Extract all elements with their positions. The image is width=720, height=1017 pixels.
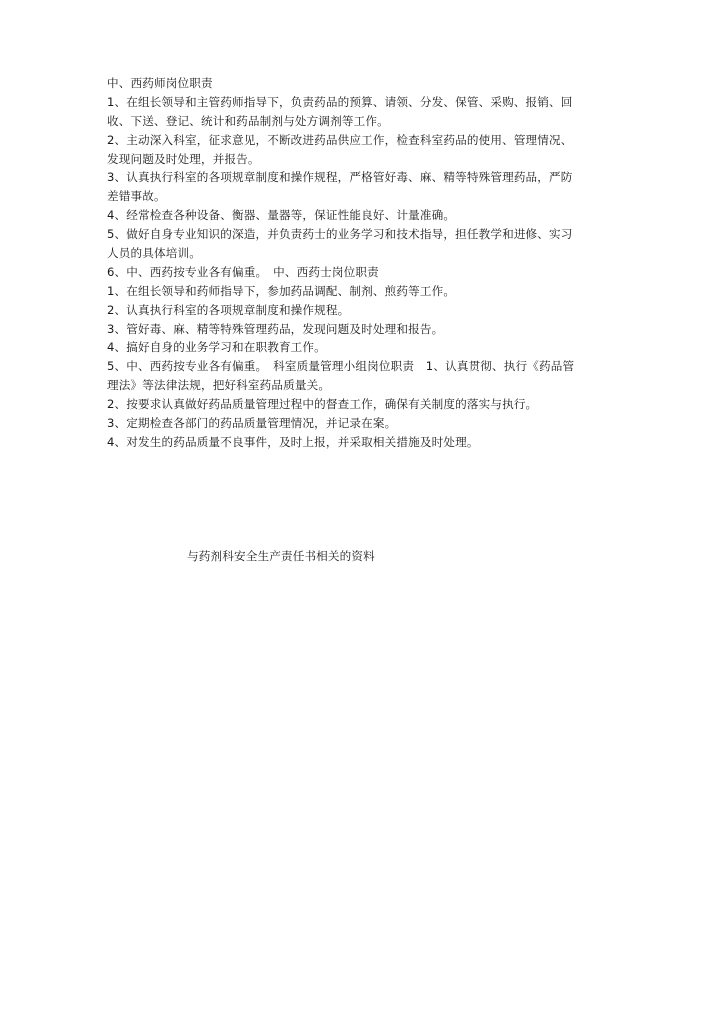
text-line: 5、中、西药按专业各有偏重。 科室质量管理小组岗位职责 1、认真贯彻、执行《药品管 <box>107 359 575 374</box>
section-heading: 中、西药师岗位职责 <box>107 76 213 90</box>
text-line: 4、搞好自身的业务学习和在职教育工作。 <box>107 340 326 355</box>
text-line: 2、认真执行科室的各项规章制度和操作规程。 <box>107 302 350 317</box>
text-line: 3、定期检查各部门的药品质量管理情况，并记录在案。 <box>107 416 397 431</box>
text-line: 4、对发生的药品质量不良事件，及时上报，并采取相关措施及时处理。 <box>107 434 479 449</box>
text-line: 3、管好毒、麻、精等特殊管理药品，发现问题及时处理和报告。 <box>107 321 444 336</box>
text-line: 4、经常检查各种设备、衡器、量器等，保证性能良好、计量准确。 <box>107 208 456 223</box>
text-line: 5、做好自身专业知识的深造，并负责药士的业务学习和技术指导，担任教学和进修、实习 <box>107 227 573 242</box>
text-line: 2、主动深入科室，征求意见，不断改进药品供应工作，检查科室药品的使用、管理情况、 <box>107 132 573 147</box>
text-line: 1、在组长领导和药师指导下，参加药品调配、制剂、煎药等工作。 <box>107 283 456 298</box>
text-line: 人员的具体培训。 <box>107 246 201 261</box>
text-line: 3、认真执行科室的各项规章制度和操作规程，严格管好毒、麻、精等特殊管理药品，严防 <box>107 170 573 185</box>
document-body <box>107 74 627 452</box>
related-materials-title: 与药剂科安全生产责任书相关的资料 <box>187 549 375 563</box>
text-line: 1、在组长领导和主管药师指导下，负责药品的预算、请领、分发、保管、采购、报销、回 <box>107 94 573 109</box>
text-line: 差错事故。 <box>107 189 166 204</box>
text-line: 发现问题及时处理，并报告。 <box>107 151 260 166</box>
text-line: 收、下送、登记、统计和药品制剂与处方调剂等工作。 <box>107 113 389 128</box>
text-line: 6、中、西药按专业各有偏重。 中、西药士岗位职责 <box>107 264 379 279</box>
text-line: 2、按要求认真做好药品质量管理过程中的督查工作，确保有关制度的落实与执行。 <box>107 397 538 412</box>
text-line: 理法》等法律法规，把好科室药品质量关。 <box>107 378 331 393</box>
